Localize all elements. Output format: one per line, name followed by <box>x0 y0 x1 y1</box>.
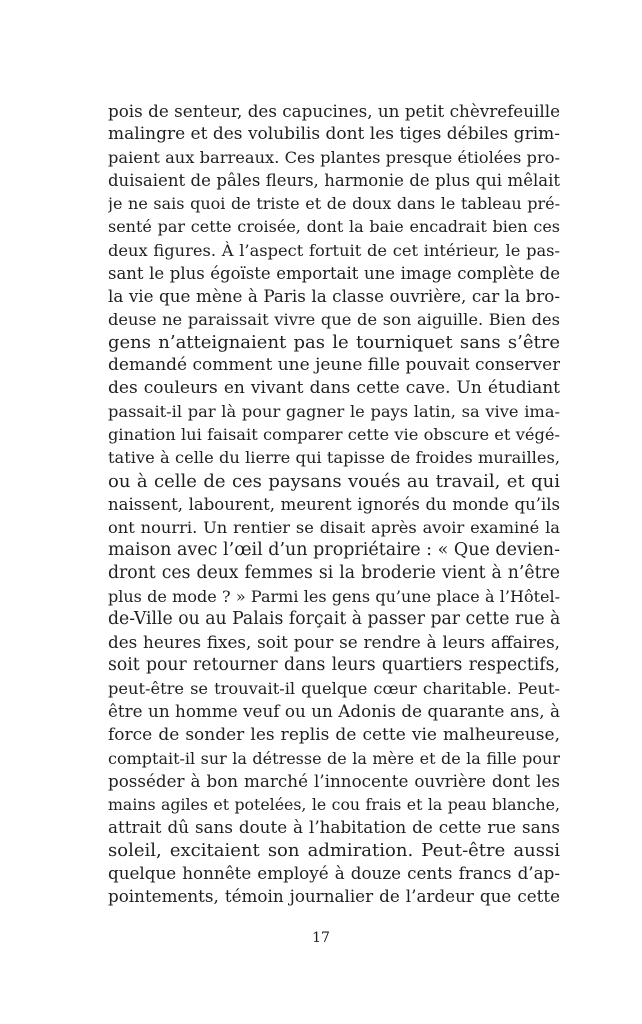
text-line: pointements, témoin journalier de l’ardeur que cette <box>108 886 560 907</box>
text-line: soleil, excitaient son admiration. Peut-être aussi <box>108 840 560 861</box>
text-line: gination lui faisait comparer cette vie obscure et végé- <box>108 425 560 445</box>
text-line: senté par cette croisée, dont la baie encadrait bien ces <box>108 217 560 237</box>
text-line: dront ces deux femmes si la broderie vient à n’être <box>108 562 560 583</box>
text-line: quelque honnête employé à douze cents francs d’ap- <box>108 863 560 884</box>
text-line: tative à celle du lierre qui tapisse de froides murailles, <box>108 448 560 468</box>
text-line: deux figures. À l’aspect fortuit de cet intérieur, le pas- <box>108 240 560 260</box>
text-line: passait-il par là pour gagner le pays latin, sa vive ima- <box>108 402 560 422</box>
text-line: sant le plus égoïste emportait une image complète de <box>108 263 560 283</box>
text-line: la vie que mène à Paris la classe ouvrière, car la bro- <box>108 285 560 306</box>
text-line: demandé comment une jeune fille pouvait conserver <box>108 355 560 376</box>
text-line: je ne sais quoi de triste et de doux dans le tableau pré- <box>108 194 560 214</box>
text-line: comptait-il sur la détresse de la mère et de la fille pour <box>108 748 560 768</box>
text-line: duisaient de pâles fleurs, harmonie de plus qui mêlait <box>108 171 560 191</box>
text-line: mains agiles et potelées, le cou frais et la peau blanche, <box>108 794 560 814</box>
text-line: maison avec l’œil d’un propriétaire : « Que devien- <box>108 539 560 560</box>
text-line: ont nourri. Un rentier se disait après avoir examiné la <box>108 517 560 537</box>
text-line: malingre et des volubilis dont les tiges débiles grim- <box>108 124 560 145</box>
text-line: peut-être se trouvait-il quelque cœur charitable. Peut- <box>108 679 560 699</box>
text-line: posséder à bon marché l’innocente ouvrière dont les <box>108 770 560 791</box>
text-line: de-Ville ou au Palais forçait à passer par cette rue à <box>108 609 560 630</box>
text-line: ou à celle de ces paysans voués au travail, et qui <box>108 470 560 492</box>
text-line: naissent, labourent, meurent ignorés du monde qu’ils <box>108 494 560 514</box>
text-line: attrait dû sans doute à l’habitation de cette rue sans <box>108 816 560 837</box>
text-line: des heures fixes, soit pour se rendre à leurs affaires, <box>108 632 560 653</box>
text-line: pois de senteur, des capucines, un petit chèvrefeuille <box>108 101 560 121</box>
text-line: gens n’atteignaient pas le tourniquet sans s’être <box>108 331 560 353</box>
text-line: deuse ne paraissait vivre que de son aiguille. Bien des <box>108 309 560 329</box>
text-line: paient aux barreaux. Ces plantes presque étiolées pro- <box>108 148 560 168</box>
text-line: être un homme veuf ou un Adonis de quarante ans, à <box>108 701 560 722</box>
text-line: force de sonder les replis de cette vie malheureuse, <box>108 724 560 745</box>
text-line: soit pour retourner dans leurs quartiers respectifs, <box>108 655 560 676</box>
page-number: 17 <box>312 930 330 946</box>
text-line: plus de mode ? » Parmi les gens qu’une place à l’Hôtel- <box>108 586 560 606</box>
text-line: des couleurs en vivant dans cette cave. Un étudiant <box>108 378 560 399</box>
body-text <box>108 100 560 908</box>
